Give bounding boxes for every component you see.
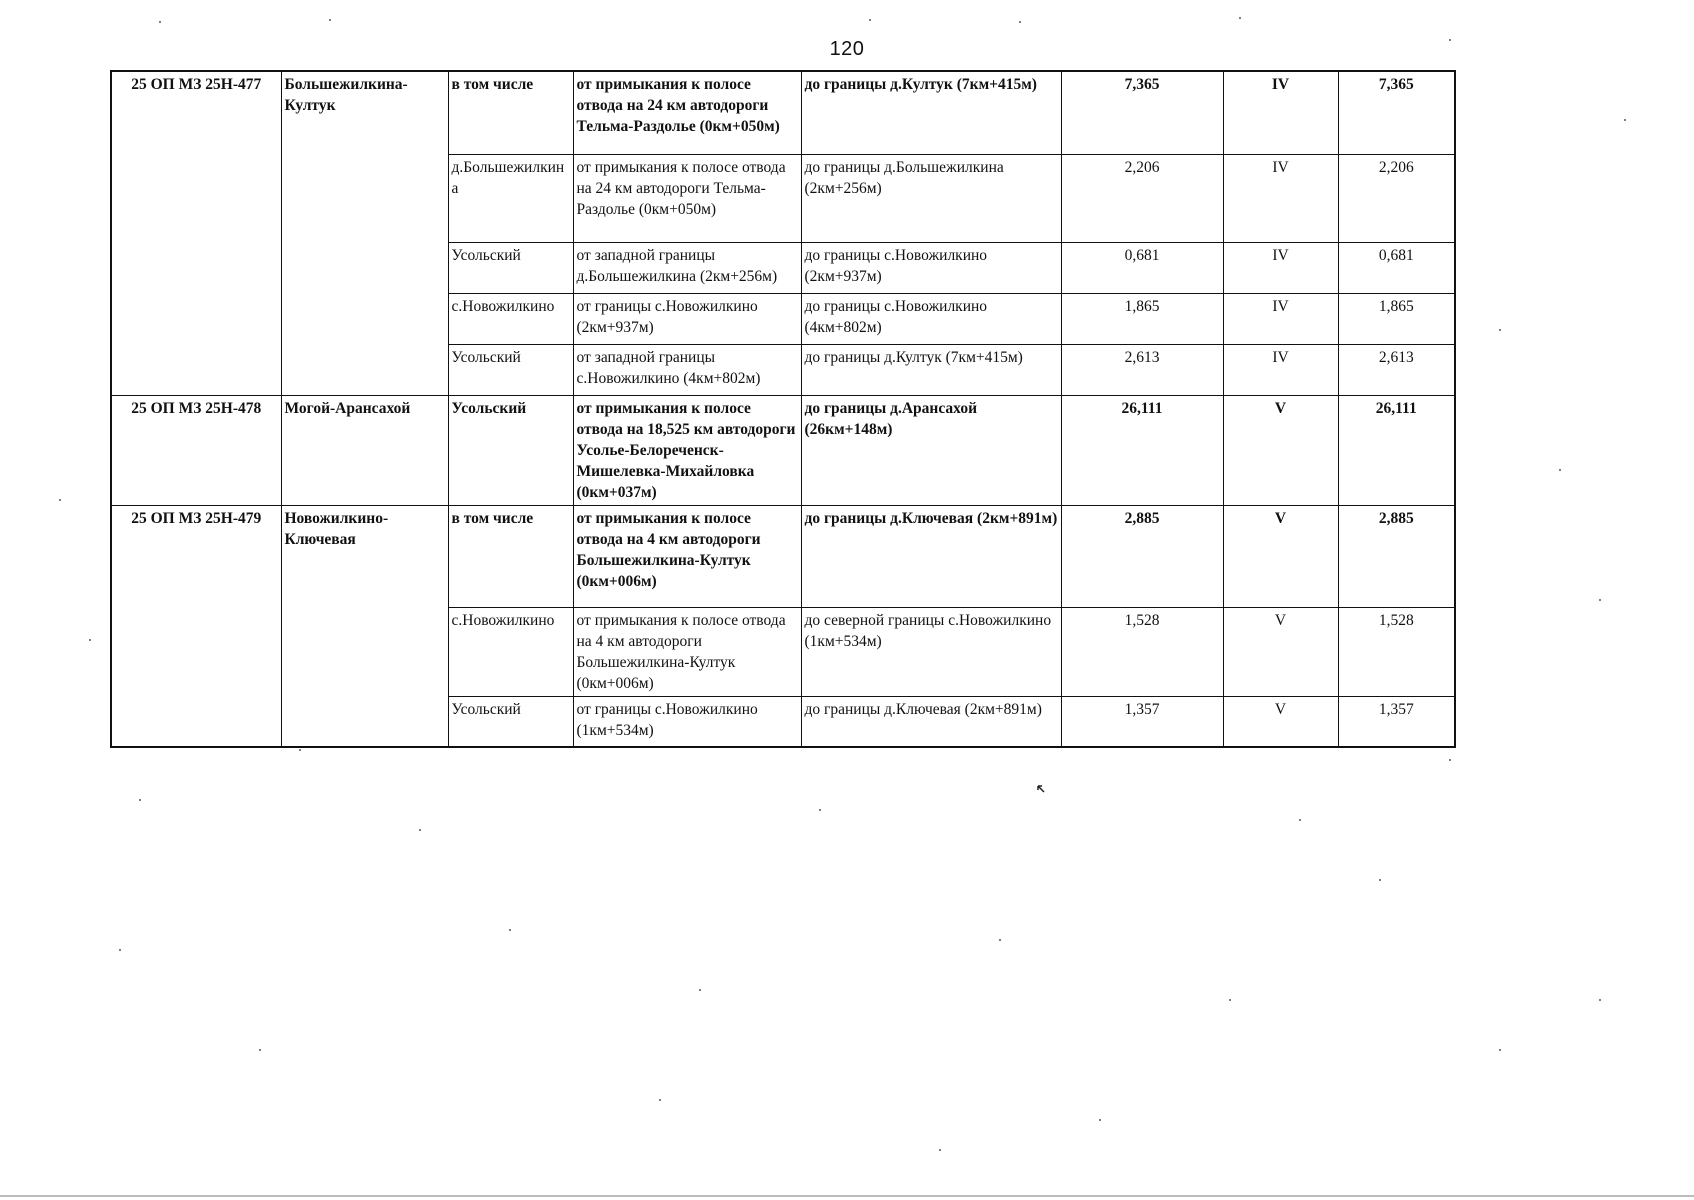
total-cell: 26,111 [1338, 395, 1455, 505]
category-cell: IV [1223, 344, 1338, 395]
from-cell: от границы с.Новожилкино (2км+937м) [573, 293, 801, 344]
road-code-cell: 25 ОП МЗ 25Н-479 [111, 505, 281, 747]
length-cell: 1,528 [1061, 607, 1223, 696]
from-cell: от примыкания к полосе отвода на 4 км автодороги Большежилкина-Култук (0км+006м) [573, 505, 801, 607]
total-cell: 0,681 [1338, 242, 1455, 293]
from-cell: от примыкания к полосе отвода на 24 км автодороги Тельма-Раздолье (0км+050м) [573, 154, 801, 242]
category-cell: V [1223, 607, 1338, 696]
total-cell: 2,613 [1338, 344, 1455, 395]
length-cell: 2,613 [1061, 344, 1223, 395]
category-cell: V [1223, 505, 1338, 607]
road-code-cell: 25 ОП МЗ 25Н-477 [111, 71, 281, 395]
part-cell: Усольский [448, 242, 573, 293]
to-cell: до границы с.Новожилкино (2км+937м) [801, 242, 1061, 293]
total-cell: 1,357 [1338, 696, 1455, 747]
from-cell: от границы с.Новожилкино (1км+534м) [573, 696, 801, 747]
length-cell: 2,885 [1061, 505, 1223, 607]
table-row [111, 395, 1455, 505]
part-cell: Усольский [448, 344, 573, 395]
road-name-cell: Могой-Арансахой [281, 395, 448, 505]
total-cell: 7,365 [1338, 71, 1455, 154]
to-cell: до границы д.Ключевая (2км+891м) [801, 505, 1061, 607]
road-name-cell: Большежилкина-Култук [281, 71, 448, 395]
road-code-cell: 25 ОП МЗ 25Н-478 [111, 395, 281, 505]
category-cell: IV [1223, 154, 1338, 242]
from-cell: от примыкания к полосе отвода на 4 км автодороги Большежилкина-Култук (0км+006м) [573, 607, 801, 696]
length-cell: 1,357 [1061, 696, 1223, 747]
part-cell: Усольский [448, 696, 573, 747]
table-row [111, 71, 1455, 154]
length-cell: 26,111 [1061, 395, 1223, 505]
to-cell: до границы д.Култук (7км+415м) [801, 71, 1061, 154]
length-cell: 7,365 [1061, 71, 1223, 154]
category-cell: V [1223, 395, 1338, 505]
category-cell: V [1223, 696, 1338, 747]
to-cell: до границы с.Новожилкино (4км+802м) [801, 293, 1061, 344]
to-cell: до границы д.Арансахой (26км+148м) [801, 395, 1061, 505]
to-cell: до границы д.Большежилкина (2км+256м) [801, 154, 1061, 242]
category-cell: IV [1223, 71, 1338, 154]
from-cell: от примыкания к полосе отвода на 24 км автодороги Тельма-Раздолье (0км+050м) [573, 71, 801, 154]
to-cell: до границы д.Култук (7км+415м) [801, 344, 1061, 395]
to-cell: до границы д.Ключевая (2км+891м) [801, 696, 1061, 747]
page-number: 120 [829, 38, 865, 60]
part-cell: д.Большежилкина [448, 154, 573, 242]
total-cell: 2,206 [1338, 154, 1455, 242]
from-cell: от западной границы с.Новожилкино (4км+802м) [573, 344, 801, 395]
length-cell: 1,865 [1061, 293, 1223, 344]
total-cell: 1,528 [1338, 607, 1455, 696]
part-cell: Усольский [448, 395, 573, 505]
total-cell: 1,865 [1338, 293, 1455, 344]
to-cell: до северной границы с.Новожилкино (1км+534м) [801, 607, 1061, 696]
table-row [111, 505, 1455, 607]
length-cell: 0,681 [1061, 242, 1223, 293]
roads-table [110, 70, 1456, 748]
road-name-cell: Новожилкино-Ключевая [281, 505, 448, 747]
part-cell: с.Новожилкино [448, 607, 573, 696]
from-cell: от западной границы д.Большежилкина (2км+256м) [573, 242, 801, 293]
part-cell: в том числе [448, 71, 573, 154]
category-cell: IV [1223, 242, 1338, 293]
category-cell: IV [1223, 293, 1338, 344]
total-cell: 2,885 [1338, 505, 1455, 607]
length-cell: 2,206 [1061, 154, 1223, 242]
part-cell: в том числе [448, 505, 573, 607]
from-cell: от примыкания к полосе отвода на 18,525 км автодороги Усолье-Белореченск-Мишелевка-Михайловка (0км+037м) [573, 395, 801, 505]
part-cell: с.Новожилкино [448, 293, 573, 344]
